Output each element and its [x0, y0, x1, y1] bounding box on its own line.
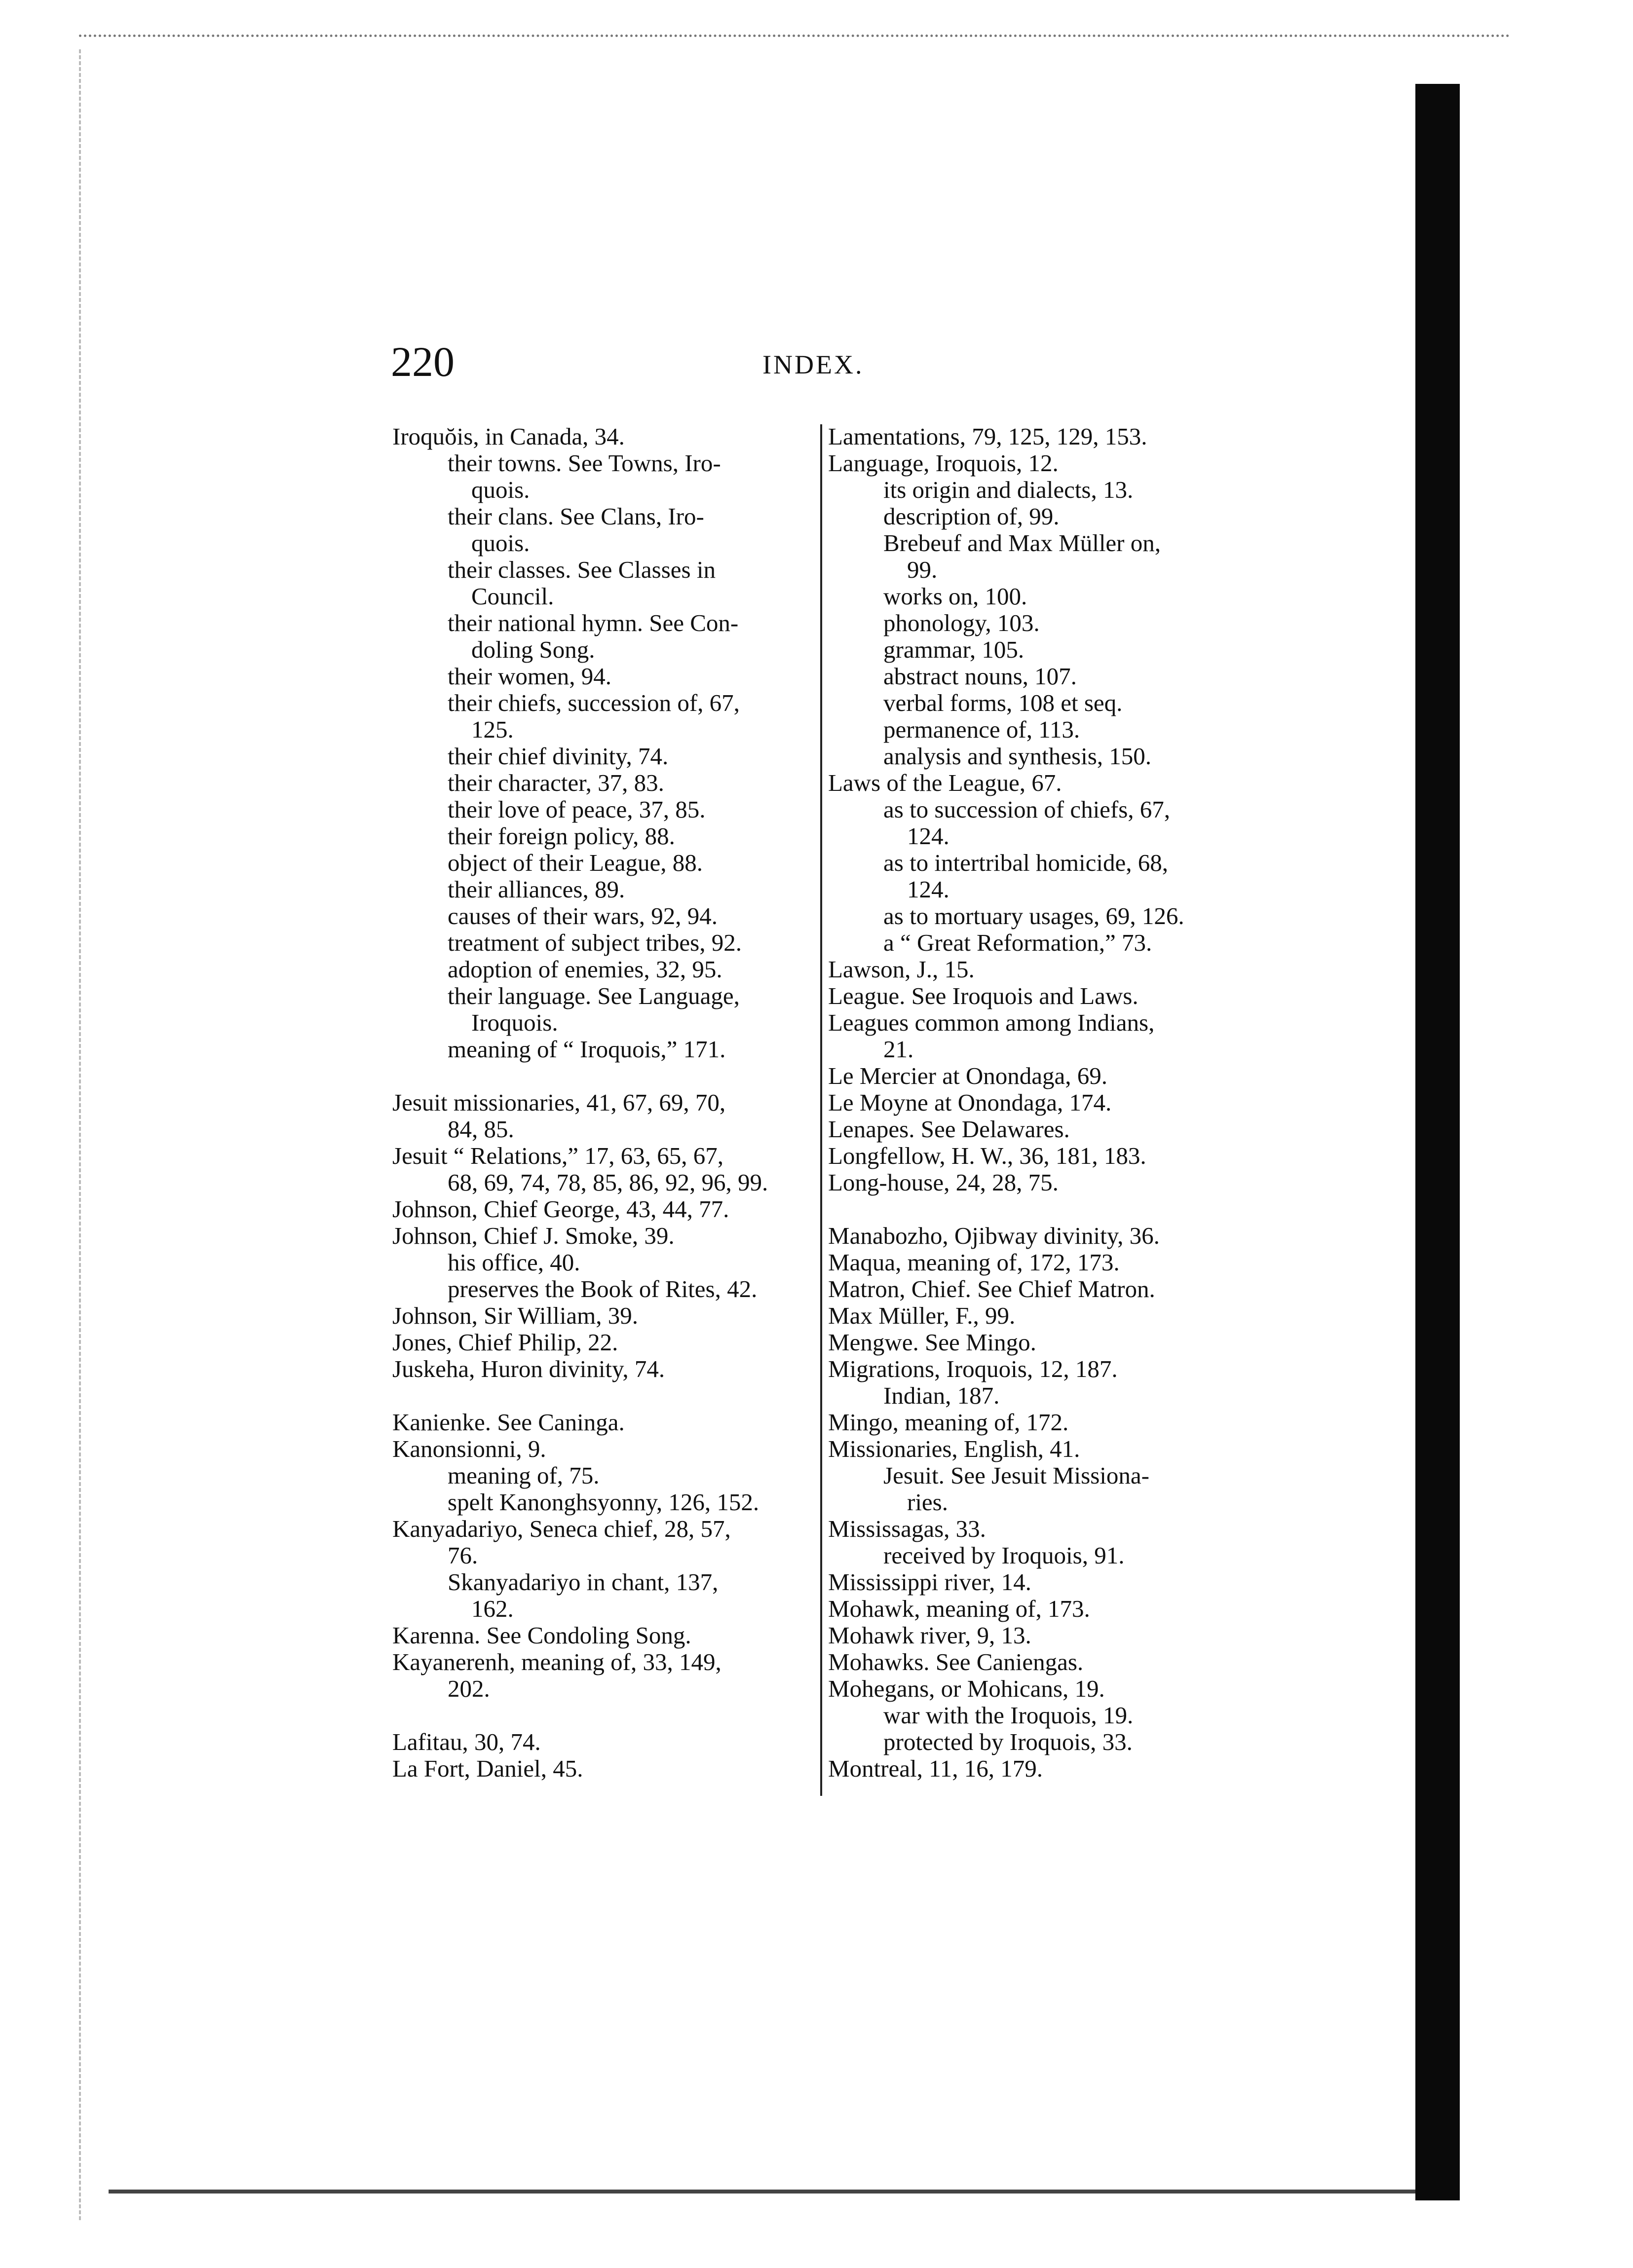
- index-entry: Kanonsionni, 9.: [392, 1435, 546, 1462]
- index-entry: Jesuit. See Jesuit Missiona-: [883, 1462, 1149, 1489]
- index-entry: Johnson, Sir William, 39.: [392, 1302, 639, 1329]
- index-entry: as to succession of chiefs, 67,: [883, 796, 1171, 823]
- index-entry: Johnson, Chief George, 43, 44, 77.: [392, 1195, 729, 1223]
- index-entry: received by Iroquois, 91.: [883, 1542, 1125, 1569]
- index-entry: Jones, Chief Philip, 22.: [392, 1329, 618, 1356]
- index-entry: his office, 40.: [448, 1249, 580, 1276]
- index-entry: Manabozho, Ojibway divinity, 36.: [828, 1222, 1160, 1249]
- index-entry: Long-house, 24, 28, 75.: [828, 1169, 1059, 1196]
- index-entry: Migrations, Iroquois, 12, 187.: [828, 1355, 1118, 1382]
- index-entry: a “ Great Reformation,” 73.: [883, 929, 1152, 956]
- index-entry: Mohawk, meaning of, 173.: [828, 1595, 1090, 1622]
- index-entry: phonology, 103.: [883, 609, 1040, 636]
- index-entry: permanence of, 113.: [883, 716, 1080, 743]
- index-entry: [828, 1196, 1262, 1223]
- index-entry: Council.: [471, 583, 554, 610]
- index-entry: analysis and synthesis, 150.: [883, 743, 1152, 770]
- index-entry: as to intertribal homicide, 68,: [883, 849, 1168, 876]
- index-entry: Iroquois.: [471, 1009, 558, 1036]
- index-entry: adoption of enemies, 32, 95.: [448, 956, 722, 983]
- index-entry: as to mortuary usages, 69, 126.: [883, 902, 1184, 930]
- index-entry: Kanyadariyo, Seneca chief, 28, 57,: [392, 1515, 731, 1542]
- index-entry: [392, 1382, 817, 1409]
- index-entry: 99.: [907, 556, 938, 583]
- index-entry: its origin and dialects, 13.: [883, 476, 1134, 503]
- index-entry: abstract nouns, 107.: [883, 663, 1077, 690]
- page-number: 220: [391, 338, 455, 385]
- index-entry: 125.: [471, 716, 514, 743]
- binding-shadow-bar: [1415, 84, 1460, 2200]
- index-entry: their women, 94.: [448, 663, 612, 690]
- index-entry: Kayanerenh, meaning of, 33, 149,: [392, 1648, 722, 1675]
- index-entry: Mohawk river, 9, 13.: [828, 1622, 1031, 1649]
- index-column-right: [828, 423, 1262, 1782]
- index-entry: causes of their wars, 92, 94.: [448, 902, 718, 930]
- index-entry: meaning of “ Iroquois,” 171.: [448, 1036, 726, 1063]
- index-entry: preserves the Book of Rites, 42.: [448, 1275, 758, 1302]
- index-entry: Lawson, J., 15.: [828, 956, 975, 983]
- index-entry: 84, 85.: [448, 1115, 514, 1143]
- index-entry: their foreign policy, 88.: [448, 822, 675, 850]
- index-entry: Kanienke. See Caninga.: [392, 1409, 625, 1436]
- index-entry: Jesuit missionaries, 41, 67, 69, 70,: [392, 1089, 726, 1116]
- index-entry: Le Moyne at Onondaga, 174.: [828, 1089, 1112, 1116]
- index-entry: Indian, 187.: [883, 1382, 1000, 1409]
- index-entry: their clans. See Clans, Iro-: [448, 503, 704, 530]
- index-entry: quois.: [471, 476, 530, 503]
- index-entry: protected by Iroquois, 33.: [883, 1728, 1133, 1755]
- index-entry: their language. See Language,: [448, 982, 740, 1009]
- index-entry: their chiefs, succession of, 67,: [448, 689, 740, 716]
- index-entry: ries.: [907, 1488, 948, 1516]
- index-entry: object of their League, 88.: [448, 849, 703, 876]
- index-entry: 76.: [448, 1542, 478, 1569]
- index-entry: 68, 69, 74, 78, 85, 86, 92, 96, 99.: [448, 1169, 768, 1196]
- index-entry: Mohawks. See Caniengas.: [828, 1648, 1084, 1675]
- index-entry: their classes. See Classes in: [448, 556, 716, 583]
- index-entry: 124.: [907, 876, 949, 903]
- scan-edge-left: [79, 49, 88, 2220]
- index-entry: Matron, Chief. See Chief Matron.: [828, 1275, 1155, 1302]
- scan-edge-top: [79, 35, 1510, 57]
- index-entry: doling Song.: [471, 636, 595, 663]
- index-entry: Lafitau, 30, 74.: [392, 1728, 541, 1755]
- index-entry: Maqua, meaning of, 172, 173.: [828, 1249, 1120, 1276]
- index-entry: Longfellow, H. W., 36, 181, 183.: [828, 1142, 1146, 1169]
- index-entry: treatment of subject tribes, 92.: [448, 929, 742, 956]
- index-entry: their love of peace, 37, 85.: [448, 796, 706, 823]
- index-entry: 124.: [907, 822, 949, 850]
- index-entry: their towns. See Towns, Iro-: [448, 449, 721, 477]
- index-entry: works on, 100.: [883, 583, 1027, 610]
- index-entry: [392, 1702, 817, 1729]
- index-entry: League. See Iroquois and Laws.: [828, 982, 1139, 1009]
- index-entry: Lamentations, 79, 125, 129, 153.: [828, 423, 1147, 450]
- index-entry: Le Mercier at Onondaga, 69.: [828, 1062, 1107, 1089]
- index-entry: grammar, 105.: [883, 636, 1025, 663]
- index-entry: spelt Kanonghsyonny, 126, 152.: [448, 1488, 760, 1516]
- index-entry: Lenapes. See Delawares.: [828, 1115, 1070, 1143]
- index-entry: Leagues common among Indians,: [828, 1009, 1155, 1036]
- column-divider: [820, 424, 822, 1796]
- index-entry: Missionaries, English, 41.: [828, 1435, 1080, 1462]
- index-entry: Jesuit “ Relations,” 17, 63, 65, 67,: [392, 1142, 723, 1169]
- index-entry: quois.: [471, 529, 530, 557]
- index-entry: [392, 1063, 817, 1089]
- index-entry: 202.: [448, 1675, 490, 1702]
- index-entry: their chief divinity, 74.: [448, 743, 669, 770]
- index-entry: their character, 37, 83.: [448, 769, 664, 796]
- index-entry: Montreal, 11, 16, 179.: [828, 1755, 1043, 1782]
- index-column-left: [392, 423, 817, 1782]
- scan-edge-bottom: [109, 2190, 1421, 2194]
- index-entry: 21.: [883, 1036, 914, 1063]
- index-entry: war with the Iroquois, 19.: [883, 1702, 1134, 1729]
- index-entry: meaning of, 75.: [448, 1462, 600, 1489]
- index-entry: Iroquŏis, in Canada, 34.: [392, 423, 625, 450]
- index-entry: Karenna. See Condoling Song.: [392, 1622, 691, 1649]
- index-entry: description of, 99.: [883, 503, 1060, 530]
- index-entry: Brebeuf and Max Müller on,: [883, 529, 1161, 557]
- index-entry: Mississagas, 33.: [828, 1515, 986, 1542]
- index-entry: Juskeha, Huron divinity, 74.: [392, 1355, 665, 1382]
- index-entry: Mississippi river, 14.: [828, 1568, 1031, 1596]
- index-entry: Language, Iroquois, 12.: [828, 449, 1059, 477]
- index-entry: Johnson, Chief J. Smoke, 39.: [392, 1222, 675, 1249]
- index-entry: La Fort, Daniel, 45.: [392, 1755, 583, 1782]
- index-entry: Mengwe. See Mingo.: [828, 1329, 1036, 1356]
- running-head: INDEX.: [762, 350, 864, 379]
- index-entry: Skanyadariyo in chant, 137,: [448, 1568, 719, 1596]
- index-entry: their national hymn. See Con-: [448, 609, 739, 636]
- index-entry: verbal forms, 108 et seq.: [883, 689, 1123, 716]
- index-entry: 162.: [471, 1595, 514, 1622]
- index-entry: Mingo, meaning of, 172.: [828, 1409, 1069, 1436]
- index-entry: Mohegans, or Mohicans, 19.: [828, 1675, 1105, 1702]
- index-entry: their alliances, 89.: [448, 876, 625, 903]
- index-entry: Laws of the League, 67.: [828, 769, 1062, 796]
- index-entry: Max Müller, F., 99.: [828, 1302, 1016, 1329]
